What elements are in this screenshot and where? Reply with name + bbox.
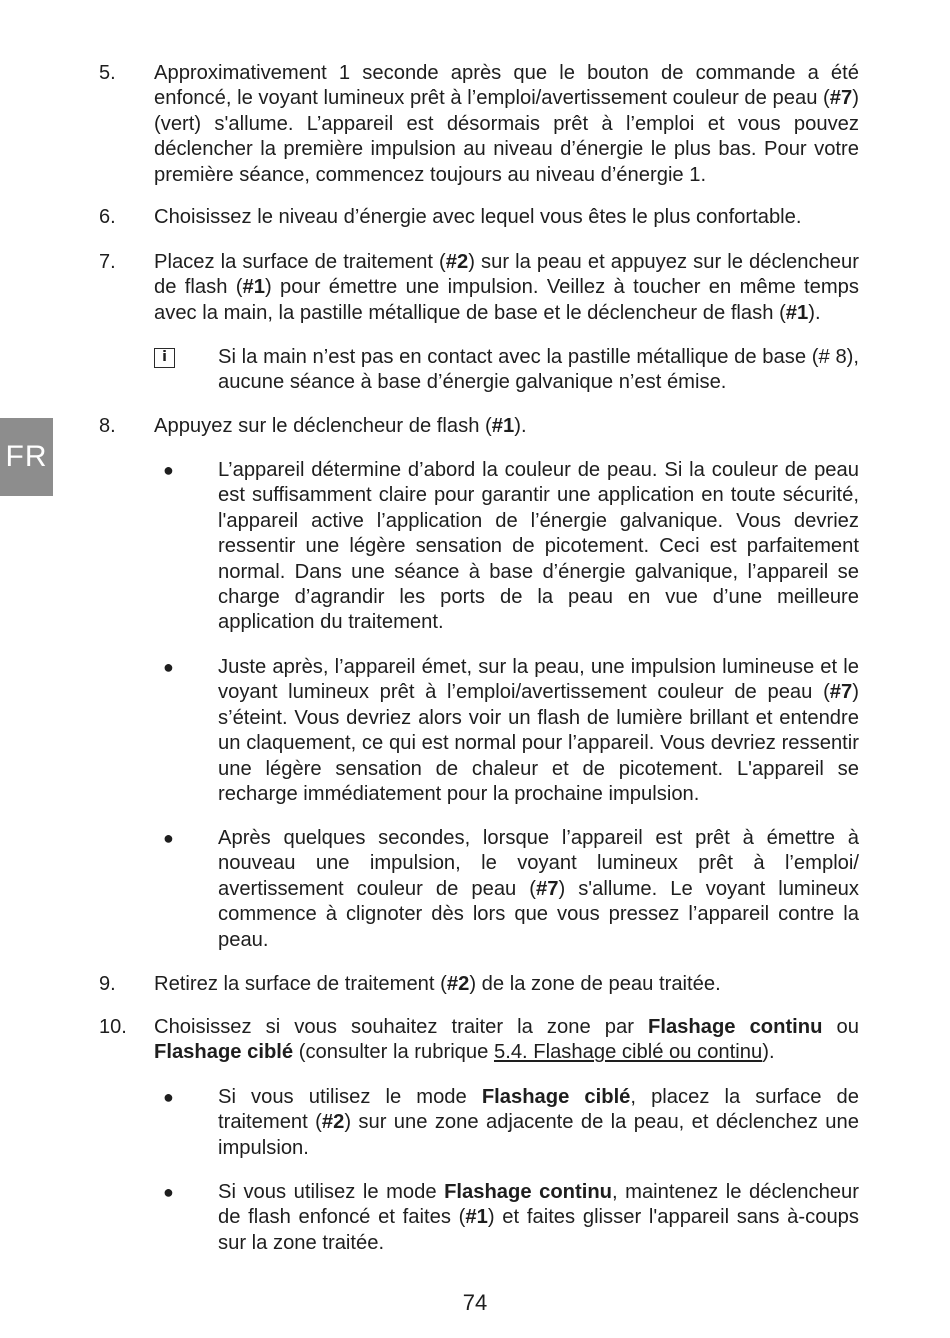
text-run: L’appareil détermine d’abord la couleur de peau. Si la couleur de peau est suffisamment claire pour garantir une application en toute sécurité, l'appareil active l’application de l’énergie galvanique. Vous devriez ressentir une légère sensation de picotement. Ceci est parfaitement normal. Dans une séance à base d’énergie galvanique, l’appareil se charge d’agrandir les ports de la peau en vue d’une meilleure application du traitement. [218, 459, 859, 634]
step-text [154, 1015, 859, 1066]
step-number: 9. [99, 973, 116, 995]
step-text [154, 205, 859, 230]
bullet-icon: ● [163, 460, 174, 480]
text-run: ) (vert) s'allume. L’appareil est désormais prêt à l’emploi et vous pouvez déclencher la première impulsion au niveau d’énergie le plus bas. Pour votre première séance, commencez toujours au niveau d’énergie 1. [154, 87, 859, 186]
text-run: Placez la surface de traitement ( [154, 251, 446, 273]
ref-label: #1 [465, 1206, 488, 1229]
bullet-text [218, 458, 859, 636]
page-number: 74 [462, 1290, 488, 1315]
text-run: Appuyez sur le déclencheur de flash ( [154, 415, 492, 437]
bullet-text [218, 1085, 859, 1161]
text-run: Retirez la surface de traitement ( [154, 973, 447, 995]
text-run: Juste après, l’appareil émet, sur la peau, une impulsion lumineuse et le voyant lumineux prêt à l’emploi/avertissement couleur de peau ( [218, 656, 859, 704]
ref-label: #7 [829, 681, 853, 704]
text-run: ) s'allume. Le voyant lumineux commence à clignoter dès lors que vous pressez l’appareil contre la peau. [218, 877, 859, 951]
text-run: ). [514, 415, 527, 437]
text-run: Si vous utilisez le mode [218, 1181, 445, 1203]
bullet-icon: ● [163, 828, 174, 848]
step-number: 10. [99, 1016, 127, 1038]
mode-label: Flashage continu [648, 1016, 823, 1038]
text-run: ) s’éteint. Vous devriez alors voir un flash de lumière brillant et entendre un claquement, ce qui est normal pour l’appareil. Vous devriez ressentir une légère sensation de chaleur et de picotement. L'appareil se recharge immédiatement pour la prochaine impulsion. [218, 681, 859, 806]
mode-label: Flashage continu [444, 1181, 612, 1203]
step-text [154, 250, 859, 326]
ref-label: #7 [829, 87, 853, 110]
step-number: 6. [99, 206, 116, 228]
ref-label: #2 [445, 251, 469, 273]
text-run: ). [762, 1041, 775, 1064]
text-run: Après quelques secondes, lorsque l’appareil est prêt à émettre à nouveau une impulsion, le voyant lumineux prêt à l’emploi/ avertissement couleur de peau ( [218, 827, 859, 900]
ref-label: #1 [242, 276, 265, 299]
step-text [154, 61, 859, 188]
text-run: ) sur la peau et appuyez sur le déclencheur de flash ( [154, 251, 859, 299]
text-run: ) pour émettre une impulsion. Veillez à toucher en même temps avec la main, la pastille métallique de base et le déclencheur de flash ( [154, 276, 859, 324]
section-reference-link[interactable]: 5.4. Flashage ciblé ou continu [493, 1041, 763, 1064]
bullet-icon: ● [163, 1182, 174, 1202]
text-run: Choisissez le niveau d’énergie avec lequel vous êtes le plus confortable. [154, 206, 802, 228]
step-number: 8. [99, 415, 116, 437]
step-number: 7. [99, 251, 116, 273]
text-run: Approximativement 1 seconde après que le bouton de commande a été enfoncé, le voyant lumineux prêt à l’emploi/avertissement couleur de peau ( [154, 62, 859, 110]
step-text [154, 414, 859, 439]
bullet-icon: ● [163, 657, 174, 677]
mode-label: Flashage ciblé [154, 1041, 294, 1064]
text-run: ou [822, 1016, 859, 1038]
text-run: ) et faites glisser l'appareil sans à-coups sur la zone traitée. [218, 1206, 859, 1254]
text-run: Si vous utilisez le mode [218, 1086, 482, 1108]
bullet-icon: ● [163, 1087, 174, 1107]
step-number: 5. [99, 62, 116, 84]
text-run: ) sur une zone adjacente de la peau, et déclenchez une impulsion. [218, 1111, 859, 1159]
text-run: ). [808, 301, 821, 324]
text-run: (consulter la rubrique [293, 1041, 494, 1064]
text-run: Choisissez si vous souhaitez traiter la zone par [154, 1016, 648, 1038]
note-text: Si la main n’est pas en contact avec la pastille métallique de base (# 8), aucune séance à base d’énergie galvanique n’est émise. [218, 346, 859, 394]
bullet-text [218, 655, 859, 807]
language-tab: FR [0, 418, 53, 496]
ref-label: #1 [785, 301, 809, 324]
bullet-text [218, 826, 859, 953]
info-icon: i [154, 348, 175, 368]
text-run: , placez la surface de traitement ( [218, 1086, 859, 1134]
ref-label: #2 [446, 973, 470, 995]
step-text [154, 972, 859, 997]
ref-label: #1 [491, 415, 515, 437]
text-run: , maintenez le déclencheur de flash enfoncé et faites ( [218, 1181, 859, 1229]
ref-label: #7 [536, 877, 559, 900]
bullet-text [218, 1180, 859, 1256]
ref-label: #2 [321, 1111, 345, 1134]
text-run: ) de la zone de peau traitée. [469, 973, 721, 995]
mode-label: Flashage ciblé [481, 1086, 631, 1108]
